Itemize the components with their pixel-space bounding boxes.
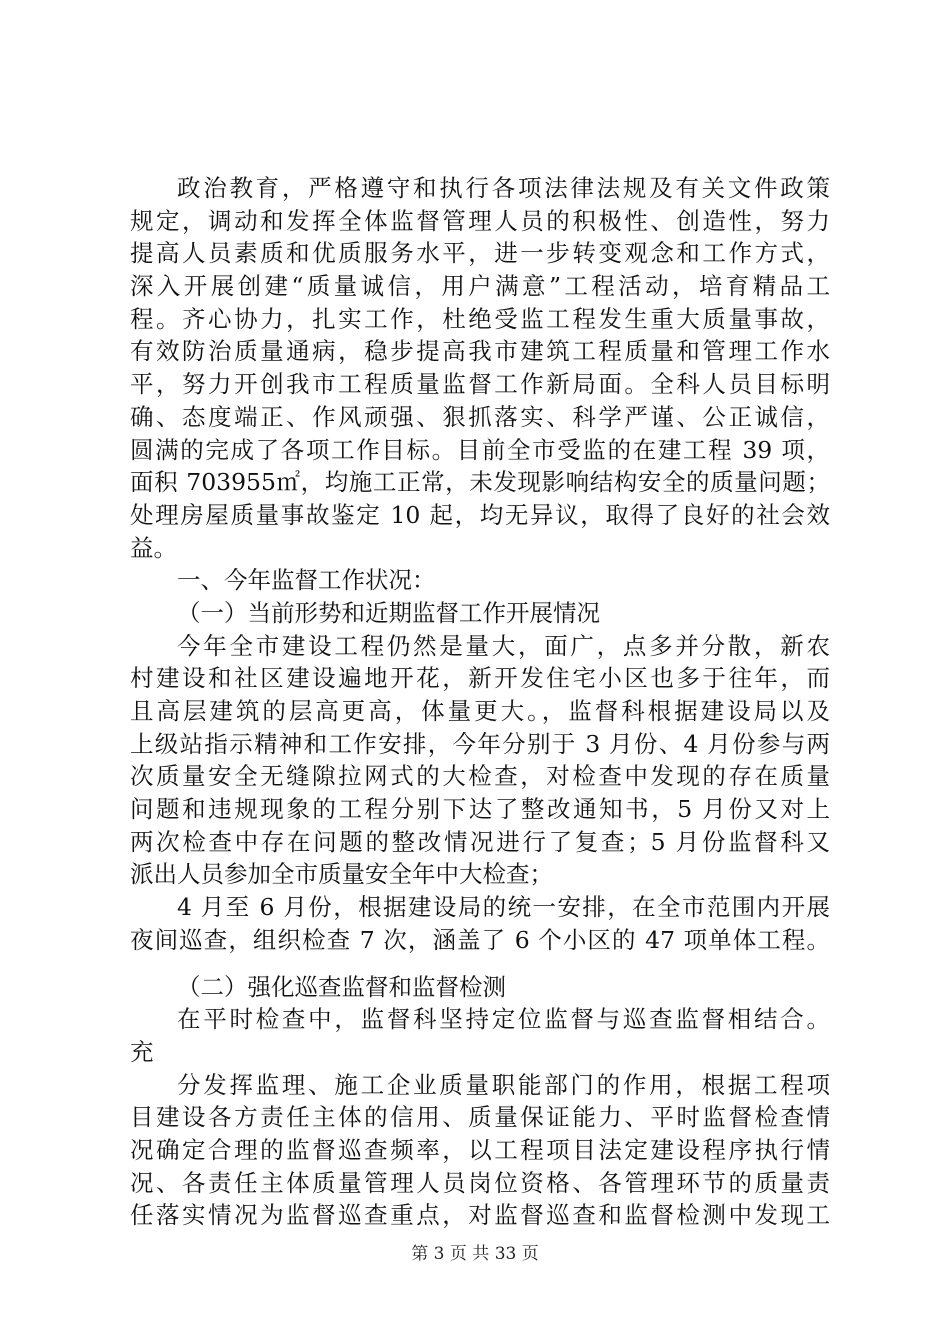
text-line: 规定，调动和发挥全体监督管理人员的积极性、创造性，努力 <box>130 206 830 235</box>
text-line: （一）当前形势和近期监督工作开展情况 <box>177 598 600 627</box>
text-line: 面积 703955㎡，均施工正常，未发现影响结构安全的质量问题； <box>130 468 830 497</box>
text-line: 一、今年监督工作状况： <box>177 566 436 595</box>
text-line: （二）强化巡查监督和监督检测 <box>177 972 506 1001</box>
text-line: 上级站指示精神和工作安排，今年分别于 3 月份、4 月份参与两 <box>130 729 830 758</box>
text-line: 程。齐心协力，扎实工作，杜绝受监工程发生重大质量事故， <box>130 304 830 333</box>
text-line: 况确定合理的监督巡查频率，以工程项目法定建设程序执行情 <box>130 1135 830 1164</box>
text-line: 任落实情况为监督巡查重点，对监督巡查和监督检测中发现工 <box>130 1201 830 1230</box>
text-line: 派出人员参加全市质量安全年中大检查； <box>130 860 553 889</box>
page-number-footer: 第 3 页 共 33 页 <box>411 1244 539 1264</box>
text-line: 次质量安全无缝隙拉网式的大检查，对检查中发现的存在质量 <box>130 762 830 791</box>
document-body <box>130 172 830 1232</box>
text-line: 4 月至 6 月份，根据建设局的统一安排，在全市范围内开展 <box>177 893 830 922</box>
text-line: 问题和违规现象的工程分别下达了整改通知书，5 月份又对上 <box>130 795 830 824</box>
text-line: 分发挥监理、施工企业质量职能部门的作用，根据工程项 <box>177 1070 830 1099</box>
text-line: 目建设各方责任主体的信用、质量保证能力、平时监督检查情 <box>130 1103 830 1132</box>
text-line: 且高层建筑的层高更高，体量更大。，监督科根据建设局以及 <box>130 697 830 725</box>
text-line: 平，努力开创我市工程质量监督工作新局面。全科人员目标明 <box>130 370 830 399</box>
text-line: 深入开展创建“质量诚信，用户满意”工程活动，培育精品工 <box>130 272 830 301</box>
text-line: 两次检查中存在问题的整改情况进行了复查；5 月份监督科又 <box>130 827 830 856</box>
text-line: 圆满的完成了各项工作目标。目前全市受监的在建工程 39 项， <box>130 435 830 464</box>
text-line: 提高人员素质和优质服务水平，进一步转变观念和工作方式， <box>130 239 830 268</box>
text-line: 况、各责任主体质量管理人员岗位资格、各管理环节的质量责 <box>130 1168 830 1197</box>
text-line: 处理房屋质量事故鉴定 10 起，均无异议，取得了良好的社会效 <box>130 500 830 529</box>
text-line: 政治教育，严格遵守和执行各项法律法规及有关文件政策 <box>177 174 830 202</box>
text-line: 村建设和社区建设遍地开花，新开发住宅小区也多于往年，而 <box>130 664 830 693</box>
text-line: 益。 <box>130 533 177 562</box>
text-line: 充 <box>130 1037 154 1066</box>
text-line: 夜间巡查，组织检查 7 次，涵盖了 6 个小区的 47 项单体工程。 <box>130 925 830 954</box>
paragraph-spacer <box>130 957 830 971</box>
text-line: 在平时检查中，监督科坚持定位监督与巡查监督相结合。 <box>177 1005 830 1034</box>
text-line: 确、态度端正、作风顽强、狠抓落实、科学严谨、公正诚信， <box>130 402 830 431</box>
text-line: 有效防治质量通病，稳步提高我市建筑工程质量和管理工作水 <box>130 337 830 366</box>
text-line: 今年全市建设工程仍然是量大，面广，点多并分散，新农 <box>177 631 830 660</box>
